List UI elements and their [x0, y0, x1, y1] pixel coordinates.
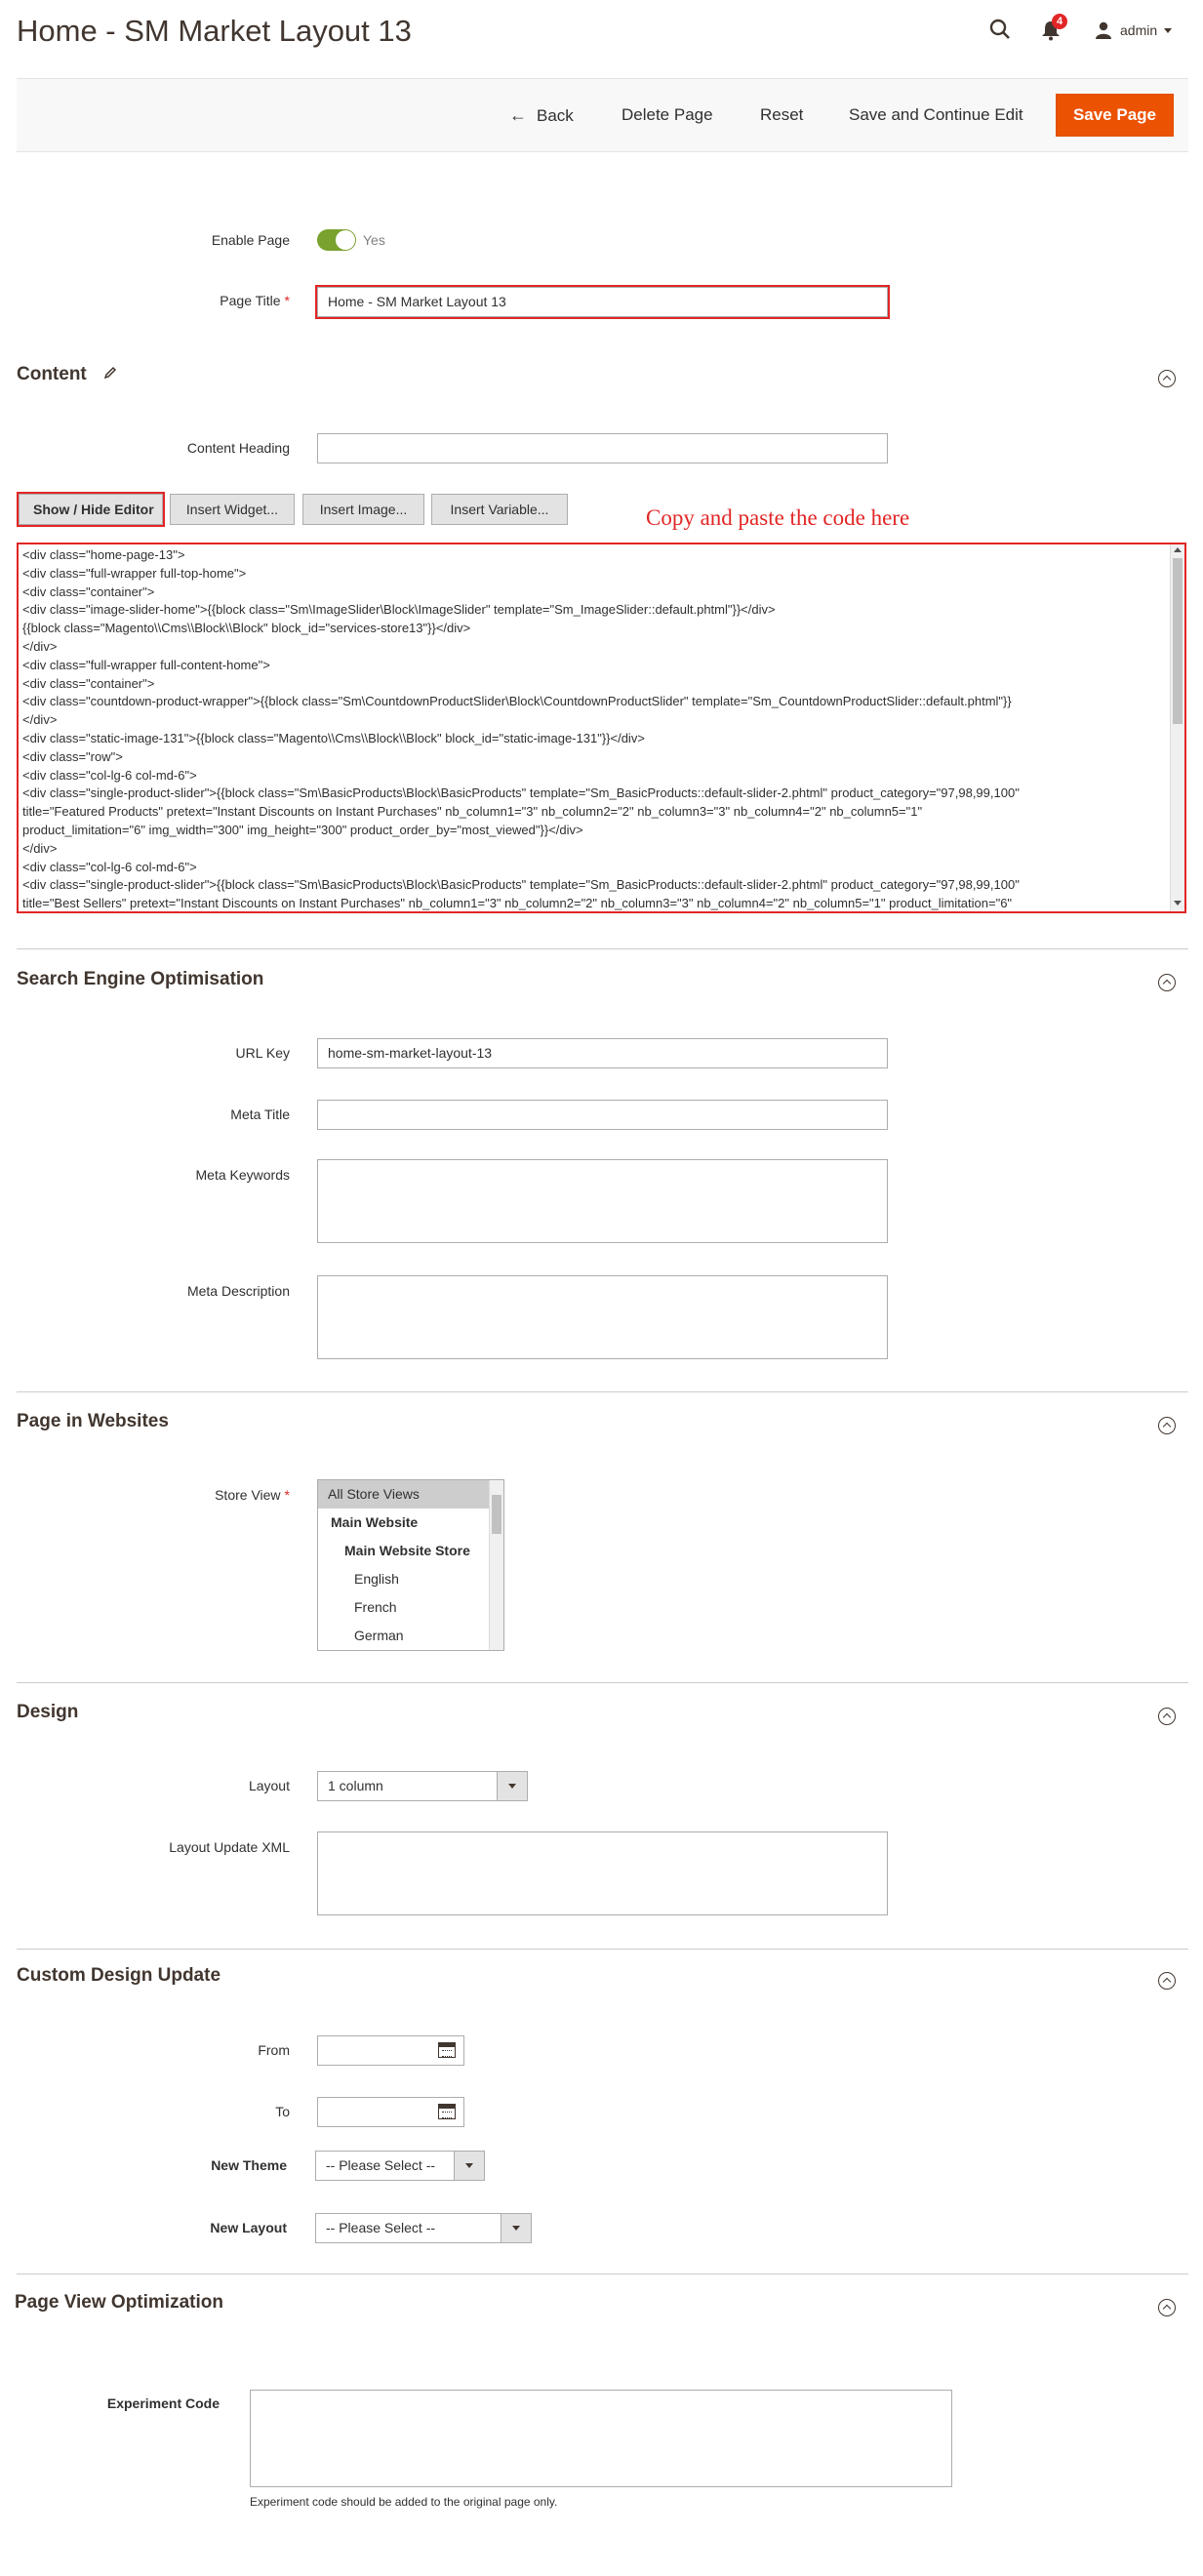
insert-image-button[interactable]: Insert Image...	[302, 494, 424, 525]
section-divider	[17, 1682, 1188, 1683]
to-date-input[interactable]	[317, 2097, 464, 2127]
store-view-multiselect[interactable]	[317, 1479, 504, 1651]
code-line: <div class="single-product-slider">{{block class="Sm\BasicProducts\Block\BasicProducts" template="Sm_BasicProducts::default-slider-2.phtml" product_category="97,98,99,100"	[22, 877, 1020, 893]
seo-collapse-icon[interactable]	[1158, 974, 1176, 991]
content-collapse-icon[interactable]	[1158, 370, 1176, 387]
pencil-icon[interactable]	[103, 364, 117, 385]
new-theme-label: New Theme	[211, 2157, 287, 2173]
url-key-label: URL Key	[235, 1045, 290, 1061]
page-title-label: Page Title *	[220, 293, 290, 308]
optimization-section-title[interactable]: Page View Optimization	[15, 2292, 223, 2313]
enable-page-toggle[interactable]	[317, 229, 356, 251]
content-code-textarea[interactable]	[17, 543, 1186, 913]
url-key-input[interactable]: home-sm-market-layout-13	[317, 1038, 888, 1068]
store-option-website[interactable]: Main Website	[331, 1514, 419, 1530]
store-view-label: Store View *	[215, 1487, 290, 1503]
scroll-up-arrow-icon[interactable]	[1174, 547, 1182, 552]
design-collapse-icon[interactable]	[1158, 1708, 1176, 1725]
meta-title-input[interactable]	[317, 1100, 888, 1130]
layout-xml-textarea[interactable]	[317, 1831, 888, 1915]
custom-design-collapse-icon[interactable]	[1158, 1972, 1176, 1990]
content-heading-input[interactable]	[317, 433, 888, 463]
code-line: {{block class="Magento\\Cms\\Block\\Block" block_id="services-store13"}}</div>	[22, 621, 471, 636]
notifications-count-badge: 4	[1052, 14, 1067, 29]
store-option-english[interactable]: English	[354, 1571, 399, 1587]
page-actions-bar	[17, 78, 1188, 152]
store-view-scrollbar[interactable]	[489, 1480, 503, 1650]
experiment-code-textarea[interactable]	[250, 2390, 952, 2487]
back-button[interactable]: ← Back	[509, 79, 574, 151]
code-line: product_limitation="6" img_width="300" img_height="300" product_order_by="most_viewed"}}</div>	[22, 822, 583, 837]
meta-keywords-textarea[interactable]	[317, 1159, 888, 1243]
store-view-scroll-thumb[interactable]	[492, 1495, 501, 1534]
code-line: <div class="image-slider-home">{{block class="Sm\ImageSlider\Block\ImageSlider" template="Sm_ImageSlider::default.phtml"}}</div>	[22, 602, 776, 618]
code-line: <div class="single-product-slider">{{block class="Sm\BasicProducts\Block\BasicProducts" template="Sm_BasicProducts::default-slider-2.phtml" product_category="97,98,99,100"	[22, 785, 1020, 801]
section-divider	[17, 1949, 1188, 1950]
arrow-left-icon: ←	[509, 105, 527, 125]
from-date-input[interactable]	[317, 2035, 464, 2066]
code-line: <div class="static-image-131">{{block class="Magento\\Cms\\Block\\Block" block_id="static-image-131"}}</div>	[22, 730, 645, 745]
store-option-store[interactable]: Main Website Store	[344, 1543, 470, 1558]
layout-label: Layout	[248, 1778, 290, 1793]
code-line: </div>	[22, 638, 58, 654]
delete-page-button[interactable]: Delete Page	[622, 79, 713, 151]
code-line: <div class="full-wrapper full-content-home">	[22, 657, 270, 672]
code-line: title="Best Sellers" pretext="Instant Discounts on Instant Purchases" nb_column1="3" nb_column2="2" nb_column3="3" nb_column4="2" nb_column5="1" product_limitation="6"	[22, 896, 1013, 911]
code-lines	[19, 544, 1184, 913]
code-line: <div class="home-page-13">	[22, 547, 185, 562]
meta-keywords-label: Meta Keywords	[195, 1167, 290, 1183]
meta-description-label: Meta Description	[186, 1283, 290, 1299]
user-icon	[1095, 21, 1112, 39]
websites-section-title[interactable]: Page in Websites	[17, 1411, 169, 1431]
code-line: </div>	[22, 840, 58, 856]
code-line: <div class="container">	[22, 675, 155, 691]
design-section-title[interactable]: Design	[17, 1702, 79, 1722]
experiment-code-label: Experiment Code	[106, 2395, 220, 2411]
code-line: <div class="col-lg-6 col-md-6">	[22, 859, 197, 874]
scroll-down-arrow-icon[interactable]	[1174, 901, 1182, 906]
experiment-code-hint: Experiment code should be added to the original page only.	[250, 2495, 558, 2509]
save-page-button[interactable]: Save Page	[1056, 94, 1174, 137]
layout-xml-label: Layout Update XML	[169, 1839, 290, 1855]
notifications-bell-icon[interactable]	[1041, 16, 1063, 41]
show-hide-editor-button[interactable]: Show / Hide Editor	[19, 494, 163, 525]
code-line: title="Featured Products" pretext="Instant Discounts on Instant Purchases" nb_column1="3" nb_column2="2" nb_column3="3" nb_column4="2" nb_column5="1"	[22, 804, 923, 820]
new-layout-select[interactable]: -- Please Select --	[315, 2213, 532, 2243]
paste-code-annotation: Copy and paste the code here	[646, 505, 910, 530]
new-layout-select-arrow-icon	[501, 2214, 531, 2242]
store-option-all[interactable]: All Store Views	[318, 1480, 503, 1509]
layout-select[interactable]: 1 column	[317, 1771, 528, 1801]
to-label: To	[275, 2104, 290, 2119]
code-line: <div class="full-wrapper full-top-home">	[22, 565, 247, 581]
optimization-collapse-icon[interactable]	[1158, 2299, 1176, 2316]
chevron-down-icon	[1164, 28, 1172, 33]
meta-description-textarea[interactable]	[317, 1275, 888, 1359]
code-line: <div class="col-lg-6 col-md-6">	[22, 767, 197, 783]
search-icon[interactable]	[988, 18, 1012, 41]
content-section-title[interactable]: Content	[17, 364, 117, 385]
seo-section-title[interactable]: Search Engine Optimisation	[17, 969, 264, 989]
websites-collapse-icon[interactable]	[1158, 1417, 1176, 1434]
code-line: <div class="row">	[22, 748, 123, 764]
page-title-input[interactable]: Home - SM Market Layout 13	[317, 287, 888, 317]
insert-variable-button[interactable]: Insert Variable...	[431, 494, 568, 525]
editor-toolbar	[17, 494, 602, 527]
code-line: <div class="countdown-product-wrapper">{{block class="Sm\CountdownProductSlider\Block\CountdownProductSlider" template="Sm_CountdownProductSlider::default.phtml"}}	[22, 694, 1012, 709]
calendar-icon[interactable]	[438, 2104, 456, 2119]
new-theme-select[interactable]: -- Please Select --	[315, 2151, 485, 2181]
user-menu[interactable]	[1095, 19, 1172, 42]
page-title: Home - SM Market Layout 13	[17, 14, 412, 48]
code-line: </div>	[22, 712, 58, 728]
calendar-icon[interactable]	[438, 2042, 456, 2058]
insert-widget-button[interactable]: Insert Widget...	[170, 494, 295, 525]
section-divider	[17, 1391, 1188, 1392]
meta-title-label: Meta Title	[230, 1107, 290, 1122]
reset-button[interactable]: Reset	[760, 79, 803, 151]
store-option-german[interactable]: German	[354, 1628, 404, 1643]
content-heading-label: Content Heading	[186, 440, 290, 456]
layout-select-arrow-icon	[497, 1772, 527, 1800]
section-divider	[17, 948, 1188, 949]
user-name: admin	[1120, 22, 1158, 38]
enable-page-label: Enable Page	[211, 232, 290, 248]
code-scrollbar[interactable]	[1170, 544, 1184, 911]
new-layout-label: New Layout	[210, 2220, 287, 2235]
enable-page-value: Yes	[363, 232, 385, 248]
from-label: From	[258, 2042, 290, 2058]
store-option-french[interactable]: French	[354, 1599, 397, 1615]
new-theme-select-arrow-icon	[454, 2152, 484, 2180]
save-continue-button[interactable]: Save and Continue Edit	[849, 79, 1023, 151]
code-scroll-thumb[interactable]	[1173, 558, 1183, 724]
code-line: <div class="container">	[22, 584, 155, 599]
custom-design-section-title[interactable]: Custom Design Update	[17, 1965, 221, 1986]
